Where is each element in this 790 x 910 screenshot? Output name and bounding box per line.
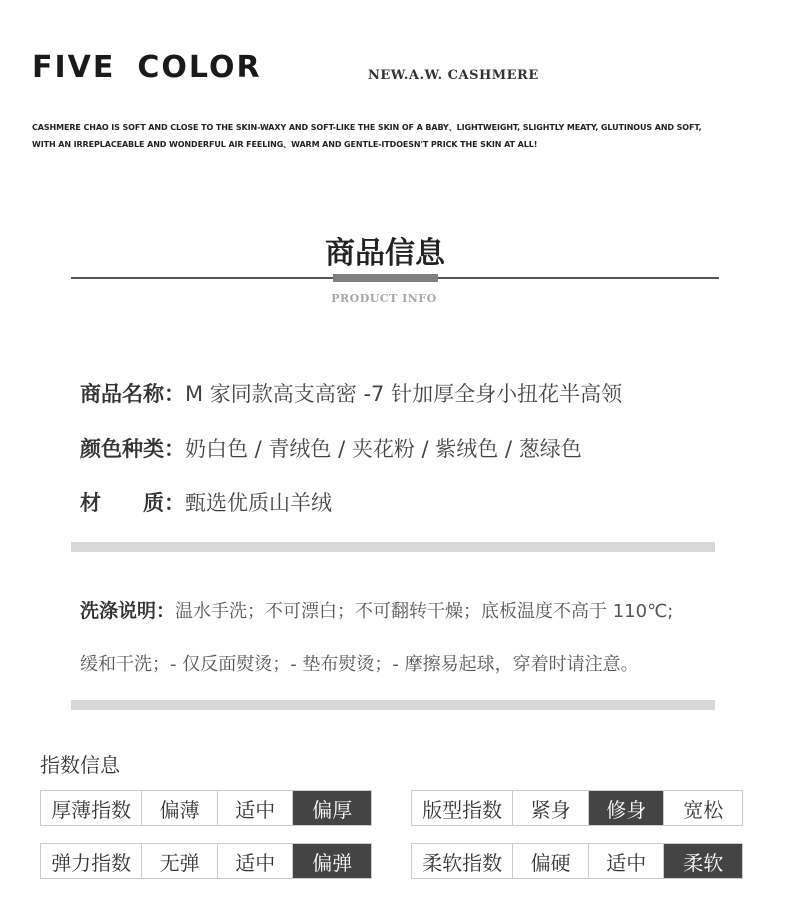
material-row xyxy=(80,487,332,517)
softness-option-medium: 适中 xyxy=(589,844,665,878)
section-subtitle: PRODUCT INFO xyxy=(331,292,437,305)
index-title: 指数信息 xyxy=(40,753,120,777)
color-types-row xyxy=(80,433,582,463)
subbrand-text: NEW.A.W. CASHMERE xyxy=(368,68,539,83)
color-types-label: 颜色种类： xyxy=(80,437,185,461)
material-label-b: 质： xyxy=(143,491,185,515)
thickness-index-table xyxy=(40,790,372,826)
elasticity-option-none: 无弹 xyxy=(142,844,218,878)
color-types-value: 奶白色 / 青绒色 / 夹花粉 / 紫绒色 / 葱绿色 xyxy=(185,437,582,461)
thickness-option-thick-selected: 偏厚 xyxy=(293,791,371,825)
softness-index-table xyxy=(411,843,743,879)
tagline-line-1: CASHMERE CHAO IS SOFT AND CLOSE TO THE SKIN-WAXY AND SOFT-LIKE THE SKIN OF A BABY、LIGHTWEIGHT, SLIGHTLY MEATY, GLUTINOUS AND SOFT, xyxy=(32,123,702,132)
divider-1 xyxy=(71,542,715,552)
softness-option-soft-selected: 柔软 xyxy=(664,844,742,878)
material-value: 甄选优质山羊绒 xyxy=(185,491,332,515)
fit-index-label: 版型指数 xyxy=(412,791,513,825)
elasticity-option-medium: 适中 xyxy=(218,844,294,878)
fit-index-table xyxy=(411,790,743,826)
thickness-option-medium: 适中 xyxy=(218,791,294,825)
elasticity-index-table xyxy=(40,843,372,879)
elasticity-index-label: 弹力指数 xyxy=(41,844,142,878)
wash-instructions-line-1 xyxy=(80,596,673,623)
brand-word-color: COLOR xyxy=(137,50,262,85)
product-name-row xyxy=(80,378,622,408)
softness-index-label: 柔软指数 xyxy=(412,844,513,878)
product-name-value: M 家同款高支高密 -7 针加厚全身小扭花半高领 xyxy=(185,382,623,406)
softness-option-hard: 偏硬 xyxy=(513,844,589,878)
wash-instructions-line-2: 缓和干洗；- 仅反面熨烫；- 垫布熨烫；- 摩擦易起球，穿着时请注意。 xyxy=(80,654,639,675)
fit-option-slim-selected: 修身 xyxy=(589,791,665,825)
fit-option-tight: 紧身 xyxy=(513,791,589,825)
wash-line-1: 温水手洗；不可漂白；不可翻转干燥；底板温度不高于 110℃; xyxy=(175,601,674,622)
wash-label: 洗涤说明： xyxy=(80,600,176,622)
elasticity-option-stretchy-selected: 偏弹 xyxy=(293,844,371,878)
fit-option-loose: 宽松 xyxy=(683,797,724,822)
material-label xyxy=(80,491,185,515)
tagline-line-2: WITH AN IRREPLACEABLE AND WONDERFUL AIR FEELING、WARM AND GENTLE-ITDOESN'T PRICK THE SKIN AT ALL! xyxy=(32,140,538,149)
product-name-label: 商品名称： xyxy=(80,382,185,406)
divider-2 xyxy=(71,700,715,710)
thickness-index-label: 厚薄指数 xyxy=(41,791,142,825)
material-label-a: 材 xyxy=(80,491,101,515)
section-title: 商品信息 xyxy=(325,236,445,271)
brand-word-five: FIVE xyxy=(32,50,116,85)
title-accent-bar xyxy=(333,274,438,282)
brand-logo-text xyxy=(32,50,262,85)
thickness-option-thin: 偏薄 xyxy=(142,791,218,825)
